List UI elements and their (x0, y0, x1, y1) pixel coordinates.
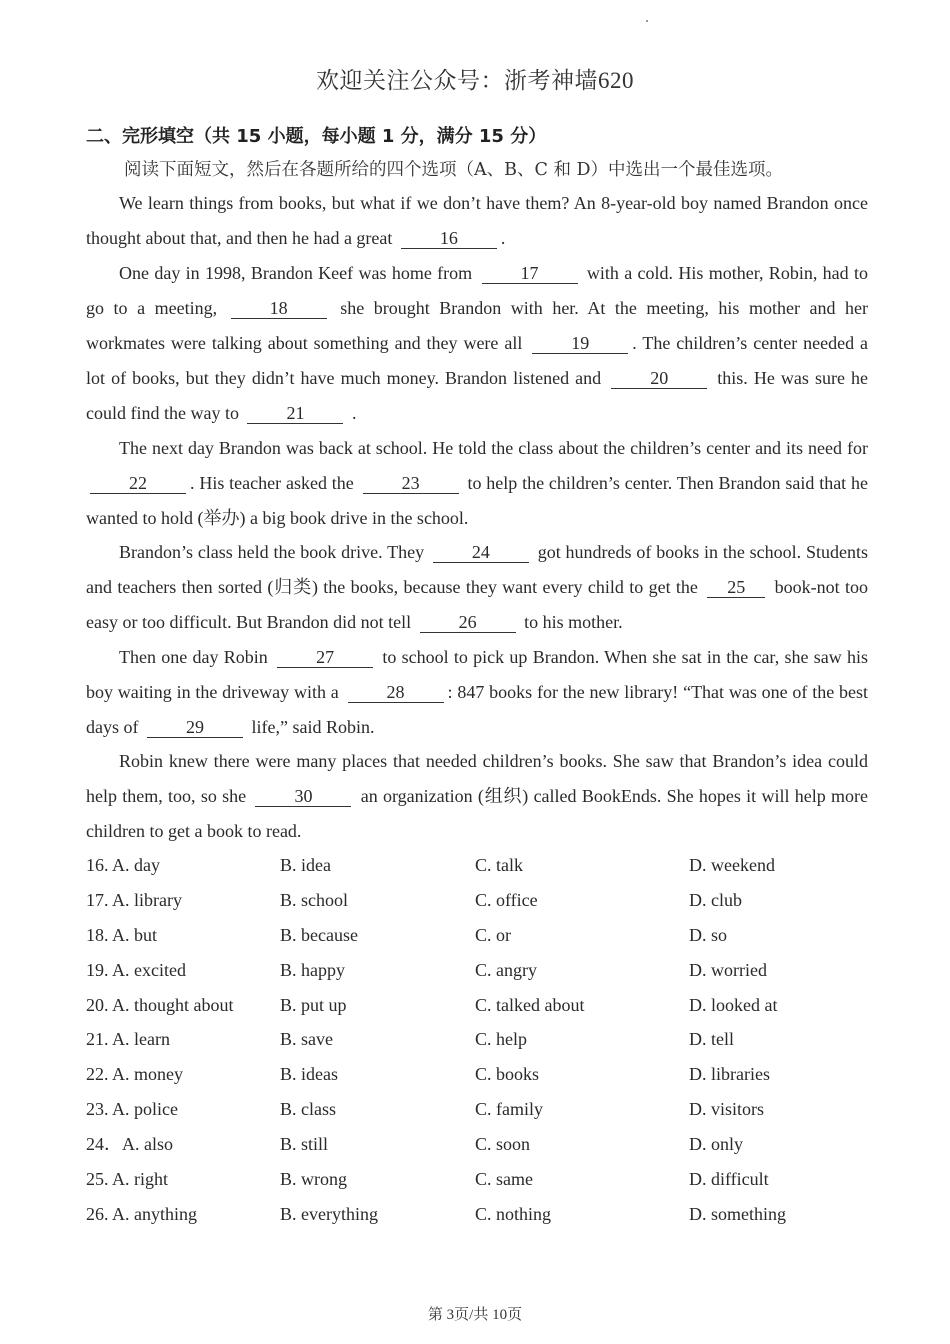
blank-21: 21 (247, 403, 343, 424)
section-title: 二、完形填空（共 15 小题，每小题 1 分，满分 15 分） (86, 126, 547, 147)
blank-17: 17 (482, 263, 578, 284)
option-row-23: 23. A. police B. class C. family D. visitors (86, 1099, 765, 1120)
option-row-22: 22. A. money B. ideas C. books D. libraries (86, 1064, 770, 1085)
blank-16: 16 (401, 228, 497, 249)
option-row-17: 17. A. library B. school C. office D. club (86, 889, 742, 910)
blank-27: 27 (277, 647, 373, 668)
option-row-25: 25. A. right B. wrong C. same D. difficult (86, 1169, 769, 1190)
option-row-24: 24．A. also B. still C. soon D. only (86, 1134, 743, 1155)
passage-paragraph-5: Then one day Robin 27 to school to pick up Brandon. When she sat in the car, she saw his boy waiting in the driveway with a 28 : 847 books for the new library! “That was one of the best days of 29 life,” said Robin. (86, 647, 869, 737)
blank-19: 19 (532, 333, 628, 354)
blank-20: 20 (611, 368, 707, 389)
options-list (86, 848, 886, 1232)
passage-paragraph-2: One day in 1998, Brandon Keef was home from 17 with a cold. His mother, Robin, had to go to a meeting, 18 she brought Brandon with her. At the meeting, his mother and her workmates were talking about something and they were all 19 . The children’s center needed a lot of books, but they didn’t have much money. Brandon listened and 20 this. He was sure he could find the way to 21 . (86, 263, 869, 423)
passage-paragraph-6: Robin knew there were many places that needed children’s books. She saw that Brandon’s idea could help them, too, so she 30 an organization (组织) called BookEnds. She hopes it will help more children to get a book to read. (86, 751, 869, 841)
option-row-18: 18. A. but B. because C. or D. so (86, 924, 728, 945)
page-footer: 第 3页/共 10页 (427, 1307, 523, 1323)
passage-paragraph-3: The next day Brandon was back at school. He told the class about the children’s center and its need for 22 . His teacher asked the 23 to help the children’s center. Then Brandon said that he wanted to hold (举办) a big book drive in the school. (86, 438, 869, 528)
passage-paragraph-1: We learn things from books, but what if we don’t have them? An 8-year-old boy named Brandon once thought about that, and then he had a great 16 . (86, 193, 868, 248)
instruction-text: 阅读下面短文，然后在各题所给的四个选项（A、B、C 和 D）中选出一个最佳选项。 (124, 160, 784, 180)
passage-paragraph-4: Brandon’s class held the book drive. They 24 got hundreds of books in the school. Students and teachers then sorted (归类) the books, because they want every child to get the 25 book-not too easy or too difficult. But Brandon did not tell 26 to his mother. (86, 542, 869, 632)
blank-28: 28 (348, 682, 444, 703)
option-row-19: 19. A. excited B. happy C. angry D. worried (86, 959, 767, 980)
blank-22: 22 (90, 473, 186, 494)
blank-24: 24 (433, 542, 529, 563)
page-header: 欢迎关注公众号：浙考神墙620 (316, 68, 634, 93)
option-row-16: 16. A. day B. idea C. talk D. weekend (86, 855, 775, 875)
option-row-26: 26. A. anything B. everything C. nothing D. something (86, 1203, 786, 1224)
blank-18: 18 (231, 298, 327, 319)
option-row-20: 20. A. thought about B. put up C. talked about D. looked at (86, 994, 778, 1015)
option-row-21: 21. A. learn B. save C. help D. tell (86, 1029, 734, 1050)
blank-25: 25 (707, 577, 765, 598)
scan-dot (646, 20, 648, 22)
blank-29: 29 (147, 717, 243, 738)
blank-30: 30 (255, 786, 351, 807)
blank-26: 26 (420, 612, 516, 633)
blank-23: 23 (363, 473, 459, 494)
